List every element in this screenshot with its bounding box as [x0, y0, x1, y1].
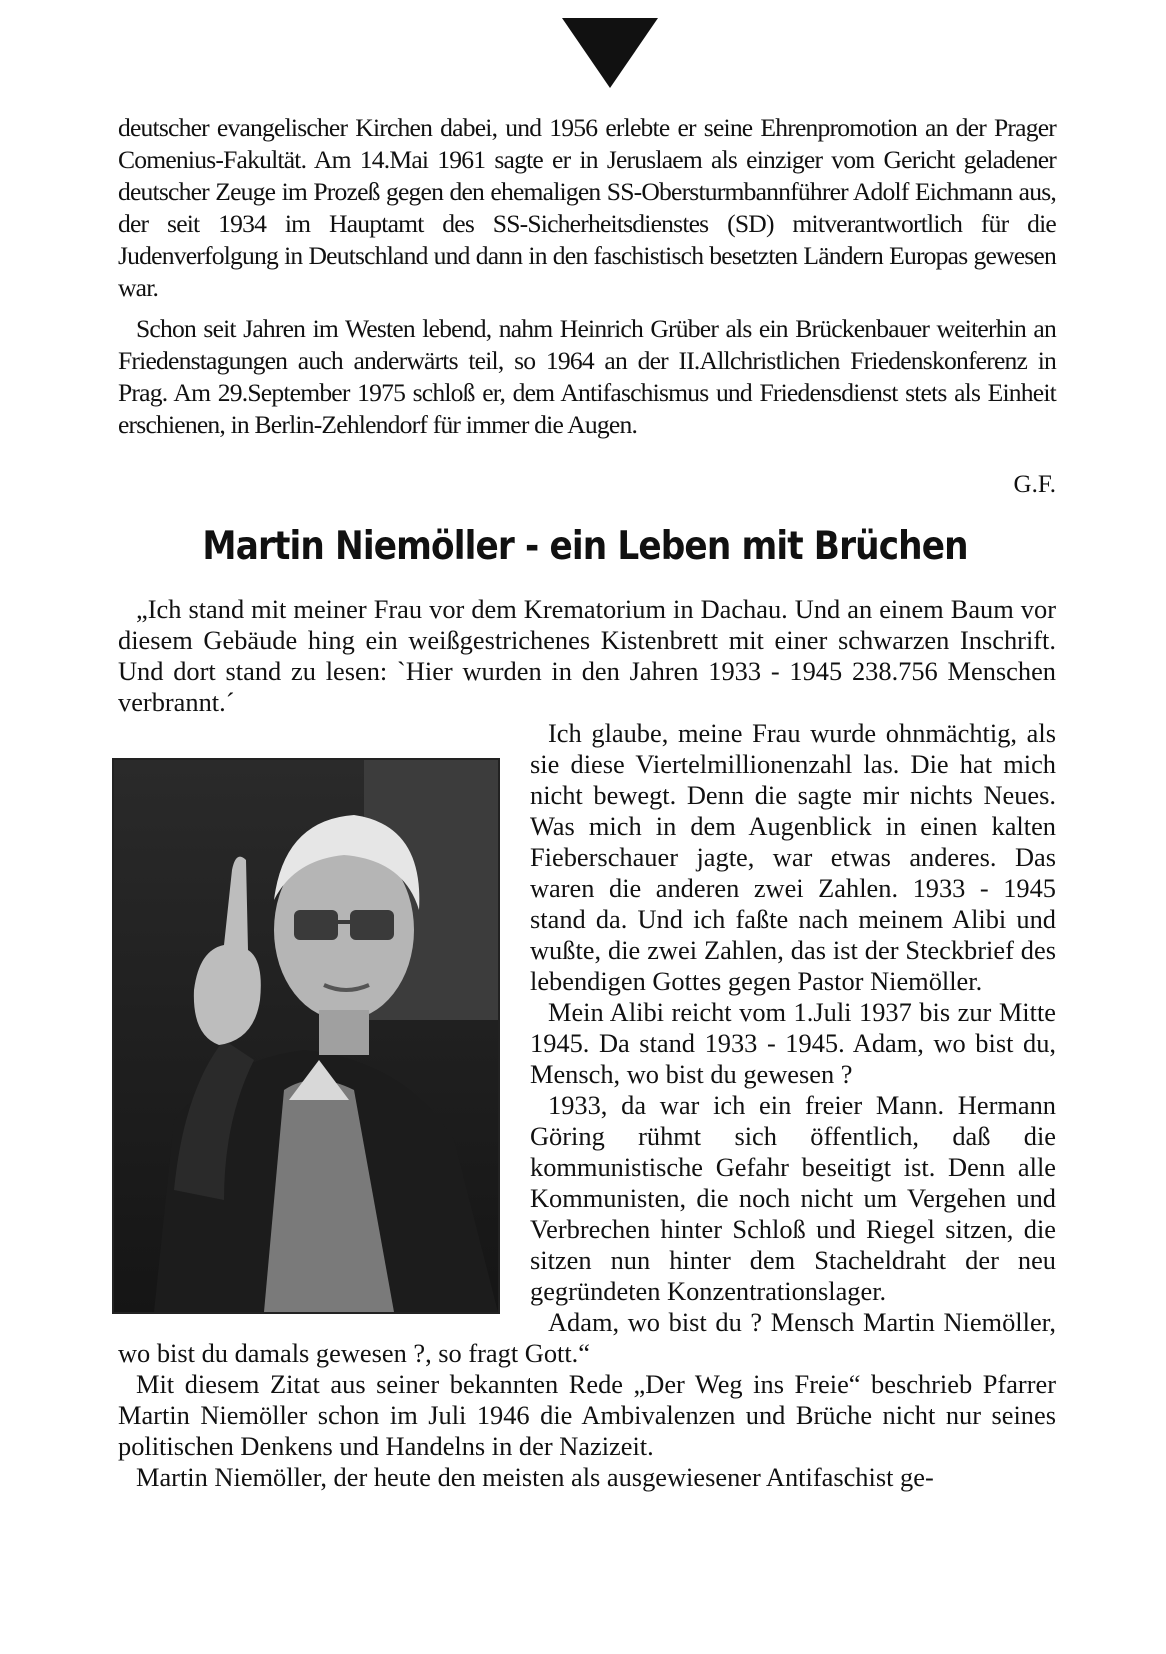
paragraph: „Ich stand mit meiner Frau vor dem Krematorium in Dachau. Und an einem Baum vor diesem Gebäude hing ein weißgestrichenes Kistenbrett mit einer schwarzen Inschrift. Und dort stand zu lesen: `Hier wurden in den Jahren 1933 - 1945 238.756 Menschen verbrannt.´	[118, 594, 1056, 717]
article-headline: Martin Niemöller - ein Leben mit Brüchen	[202, 524, 968, 569]
paragraph: 1933, da war ich ein freier Mann. Hermann Göring rühmt sich öffentlich, daß die kommunistische Gefahr beseitigt ist. Denn alle Kommunisten, die noch nicht um Vergehen und Verbrechen hinter Schloß und Riegel sitzen, die sitzen nun hinter dem Stacheldraht der neu gegründeten Konzentrationslager.	[530, 1090, 1056, 1306]
paragraph: Adam, wo bist du ? Mensch Martin Niemöller, wo bist du damals gewesen ?, so fragt Gott.“	[118, 1307, 1056, 1368]
triangle-marker-icon	[562, 18, 658, 88]
paragraph: Mit diesem Zitat aus seiner bekannten Rede „Der Weg ins Freie“ beschrieb Pfarrer Martin Niemöller schon im Juli 1946 die Ambivalenzen und Brüche nicht nur seines politischen Denkens und Handelns in der Nazizeit.	[118, 1369, 1056, 1461]
portrait-photo-icon	[112, 758, 500, 1314]
paragraph: Ich glaube, meine Frau wurde ohnmächtig, als sie diese Viertelmillionenzahl las. Die hat mich nicht bewegt. Denn die sagte mir nichts Neues. Was mich in dem Augenblick in einen kalten Fieberschauer jagte, war etwas anderes. Das waren die anderen zwei Zahlen. 1933 - 1945 stand da. Und ich faßte nach meinem Alibi und wußte, die zwei Zahlen, das ist der Steckbrief des lebendigen Gottes gegen Pastor Niemöller.	[118, 718, 1056, 997]
article-body	[118, 594, 1056, 1493]
portrait-illustration	[114, 760, 498, 1312]
author-initials: G.F.	[1013, 471, 1056, 498]
paragraph: deutscher evangelischer Kirchen dabei, und 1956 erlebte er seine Ehrenpromotion an der Prager Comenius-Fakultät. Am 14.Mai 1961 sagte er in Jeruslaem als einziger vom Gericht geladener deutscher Zeuge im Prozeß gegen den ehemaligen SS-Obersturmbannführer Adolf Eichmann aus, der seit 1934 im Hauptamt des SS-Sicherheitsdienstes (SD) mitverantwortlich für die Judenverfolgung in Deutschland und dann in den faschistisch besetzten Ländern Europas gewesen war.	[118, 113, 1056, 302]
paragraph: Schon seit Jahren im Westen lebend, nahm Heinrich Grüber als ein Brückenbauer weiterhin an Friedenstagungen auch anderwärts teil, so 1964 an der II.Allchristlichen Friedenskonferenz in Prag. Am 29.September 1975 schloß er, dem Antifaschismus und Friedensdienst stets als Einheit erschienen, in Berlin-Zehlendorf für immer die Augen.	[118, 314, 1056, 439]
paragraph: Mein Alibi reicht vom 1.Juli 1937 bis zur Mitte 1945. Da stand 1933 - 1945. Adam, wo bist du, Mensch, wo bist du gewesen ?	[530, 997, 1056, 1089]
paragraph: Martin Niemöller, der heute den meisten als ausgewiesener Antifaschist ge-	[136, 1462, 934, 1492]
previous-article	[118, 112, 1056, 441]
